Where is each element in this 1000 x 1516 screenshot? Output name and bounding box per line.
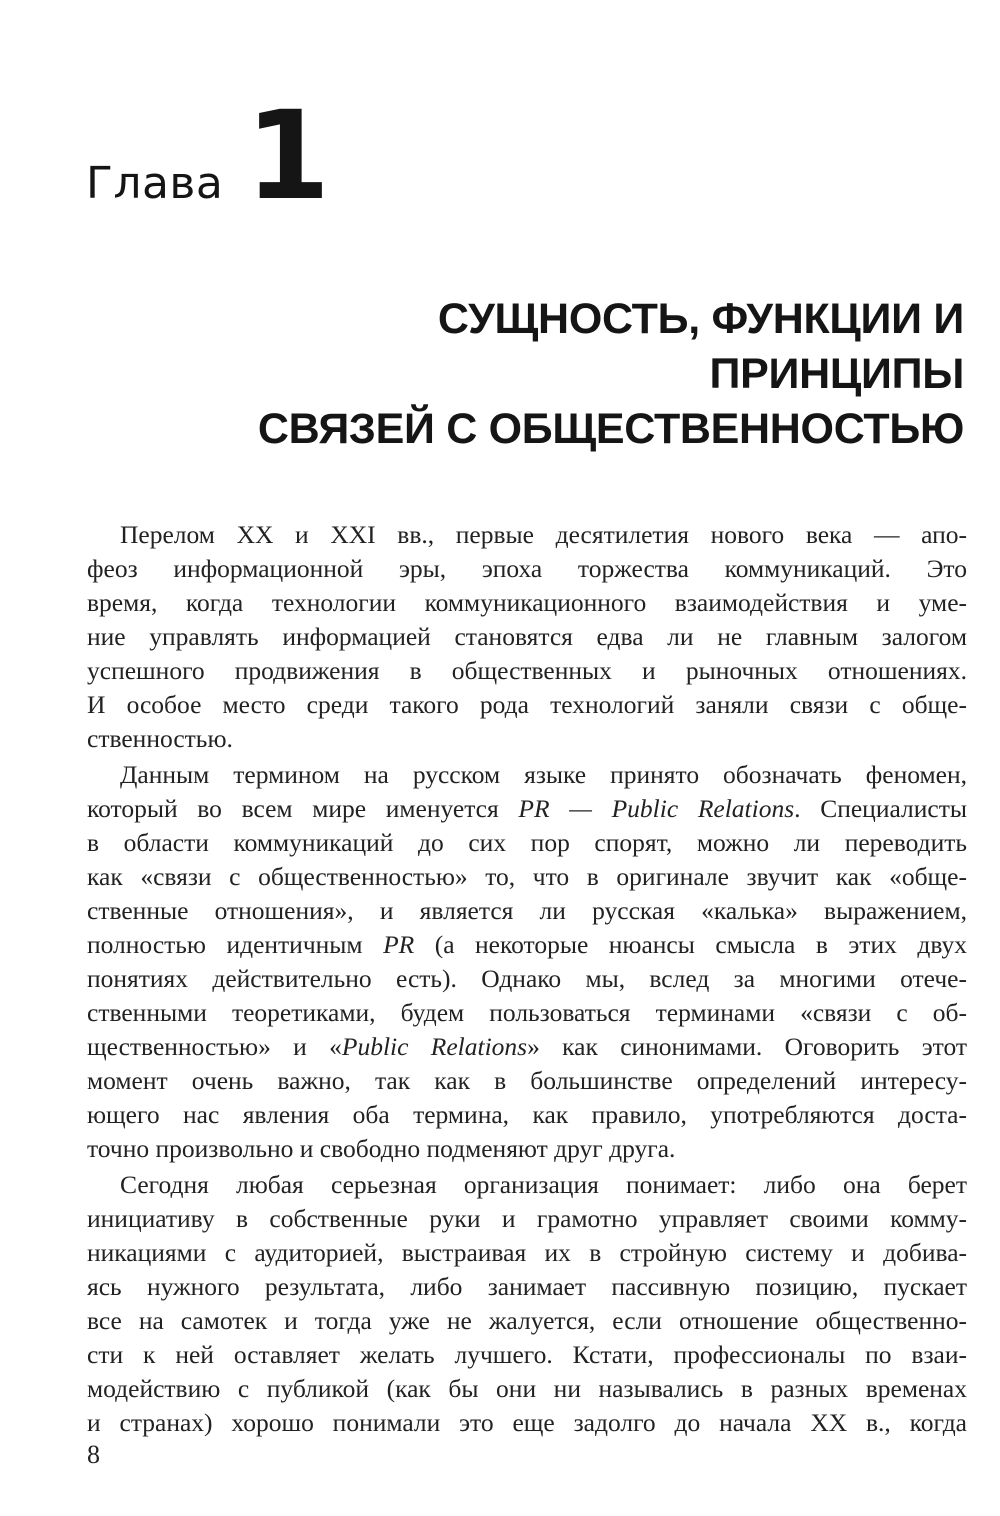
chapter-title: [204, 292, 964, 457]
text-line: в области коммуникаций до сих пор спорят, можно ли переводить: [87, 828, 967, 857]
chapter-number: 1: [245, 85, 331, 227]
text-line: Сегодня любая серьезная организация понимает: либо она берет: [120, 1170, 967, 1199]
italic-term: PR: [383, 930, 415, 959]
text-segment: » как синонимами. Оговорить этот: [527, 1032, 968, 1061]
text-line: понятиях действительно есть). Однако мы, вслед за многими отече-: [87, 964, 967, 993]
paragraph-2: [87, 758, 967, 1166]
text-line: успешного продвижения в общественных и рыночных отношениях.: [87, 656, 967, 685]
text-line: ственные отношения», и является ли русская «калька» выражением,: [87, 896, 967, 925]
text-line: [87, 792, 967, 826]
paragraph-3: [87, 1168, 967, 1440]
text-line: момент очень важно, так как в большинстве определений интересу-: [87, 1066, 967, 1095]
text-segment: полностью идентичным: [87, 930, 384, 959]
text-segment: щественностью» и «: [87, 1032, 342, 1061]
body-text: [87, 518, 967, 1440]
text-line: никациями с аудиторией, выстраивая их в стройную систему и добива-: [87, 1238, 967, 1267]
italic-term: Public Relations: [341, 1032, 528, 1061]
text-line: модействию с публикой (как бы они ни назывались в разных временах: [87, 1374, 967, 1403]
text-line: и странах) хорошо понимали это еще задолго до начала XX в., когда: [87, 1408, 967, 1437]
text-line: ственностью.: [87, 724, 233, 753]
chapter-heading: [86, 85, 331, 227]
text-line: Перелом XX и XXI вв., первые десятилетия нового века — апо-: [120, 520, 967, 549]
text-line: как «связи с общественностью» то, что в оригинале звучит как «обще-: [87, 862, 967, 891]
text-line: время, когда технологии коммуникационного взаимодействия и уме-: [87, 588, 967, 617]
page-number: 8: [87, 1440, 100, 1469]
text-line: все на самотек и тогда уже не жалуется, если отношение общественно-: [87, 1306, 967, 1335]
italic-term: PR — Public Relations: [518, 794, 795, 823]
text-line: ственными теоретиками, будем пользоваться терминами «связи с об-: [87, 998, 967, 1027]
paragraph-1: [87, 518, 967, 756]
text-line: [87, 1030, 967, 1064]
chapter-word: Глава: [86, 158, 224, 209]
text-line: феоз информационной эры, эпоха торжества коммуникаций. Это: [87, 554, 967, 583]
text-line: инициативу в собственные руки и грамотно управляет своими комму-: [87, 1204, 967, 1233]
text-line: И особое место среди такого рода технологий заняли связи с обще-: [87, 690, 967, 719]
text-segment: который во всем мире именуется: [87, 794, 519, 823]
text-line: ние управлять информацией становятся едва ли не главным залогом: [87, 622, 967, 651]
chapter-title-line-2: СВЯЗЕЙ С ОБЩЕСТВЕННОСТЬЮ: [257, 405, 964, 453]
text-line: сти к ней оставляет желать лучшего. Кстати, профессионалы по взаи-: [87, 1340, 967, 1369]
text-line: Данным термином на русском языке принято обозначать феномен,: [120, 760, 967, 789]
text-line: точно произвольно и свободно подменяют друг друга.: [87, 1134, 676, 1163]
text-line: ясь нужного результата, либо занимает пассивную позицию, пускает: [87, 1272, 967, 1301]
text-line: ющего нас явления оба термина, как правило, употребляются доста-: [87, 1100, 967, 1129]
chapter-title-line-1: СУЩНОСТЬ, ФУНКЦИИ И ПРИНЦИПЫ: [437, 295, 964, 398]
text-segment: (а некоторые нюансы смысла в этих двух: [414, 930, 967, 959]
text-segment: . Специалисты: [794, 794, 967, 823]
text-line: [87, 928, 967, 962]
